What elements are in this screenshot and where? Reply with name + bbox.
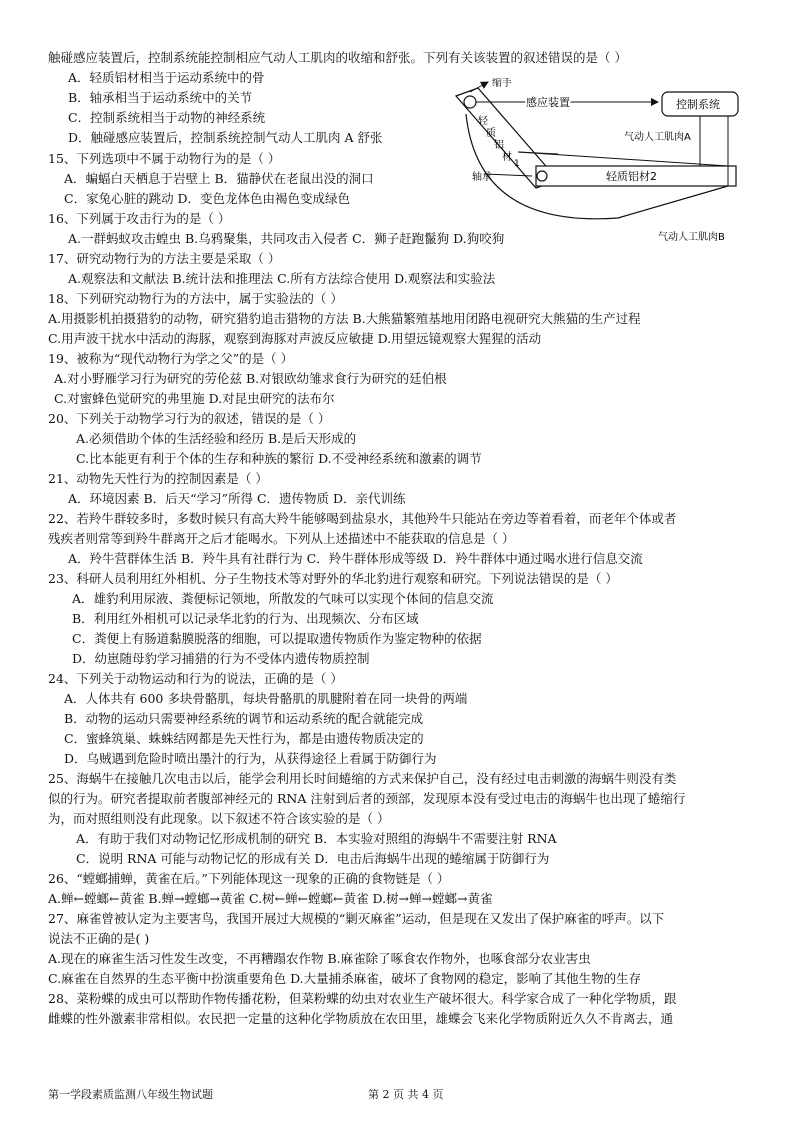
text-line: A．人体共有 600 多块骨骼肌，每块骨骼肌的肌腱附着在同一块骨的两端: [64, 691, 468, 706]
text-line: D．幼崽随母豹学习捕猎的行为不受体内遗传物质控制: [72, 651, 370, 666]
text-line: C．粪便上有肠道黏膜脱落的细胞，可以提取遗传物质作为鉴定物种的依据: [72, 631, 482, 646]
label-bearing: 轴承: [472, 172, 492, 183]
label-muscle-a: 气动人工肌肉A: [624, 132, 691, 143]
label-muscle-b: 气动人工肌肉B: [658, 232, 725, 243]
text-line: 为，而对照组则没有此现象。以下叙述不符合该实验的是（ ）: [48, 811, 390, 826]
text-line: 21、动物先天性行为的控制因素是（ ）: [48, 471, 268, 486]
muscle-a-line: [518, 152, 728, 166]
text-line: 触碰感应装置后，控制系统能控制相应气动人工肌肉的收缩和舒张。下列有关该装置的叙述错误的是（ ）: [48, 50, 627, 65]
text-line: D．乌贼遇到危险时喷出墨汁的行为，从获得途径上看属于防御行为: [64, 751, 437, 766]
text-line: A.对小野雁学习行为研究的劳伦兹 B.对银欧幼雏求食行为研究的廷伯根: [54, 371, 447, 386]
text-line: 16、下列属于攻击行为的是（ ）: [48, 211, 231, 226]
text-line: A．雄豹利用尿液、粪便标记领地，所散发的气味可以实现个体间的信息交流: [72, 591, 494, 606]
text-line: 19、被称为“现代动物行为学之父”的是（ ）: [48, 351, 294, 366]
text-line: 残疾者则常等到羚牛群离开之后才能喝水。下列从上述描述中不能获取的信息是（ ）: [48, 531, 515, 546]
footer-left: 第一学段素质监测八年级生物试题: [48, 1088, 213, 1101]
text-line: A.必须借助个体的生活经验和经历 B.是后天形成的: [76, 431, 357, 446]
text-line: C.比本能更有利于个体的生存和种族的繁衍 D.不受神经系统和激素的调节: [76, 451, 482, 466]
text-line: A．环境因素 B．后天“学习”所得 C．遗传物质 D．亲代训练: [68, 491, 406, 506]
text-line: A.现在的麻雀生活习性发生改变，不再糟蹋农作物 B.麻雀除了啄食农作物外，也啄食部分农业害虫: [48, 951, 591, 966]
text-line: B．利用红外相机可以记录华北豹的行为、出现频次、分布区域: [72, 611, 419, 626]
text-line: A．有助于我们对动物记忆形成机制的研究 B．本实验对照组的海蜗牛不需要注射 RNA: [76, 831, 557, 846]
text-line: C.对蜜蜂色觉研究的弗里施 D.对昆虫研究的法布尔: [54, 391, 335, 406]
text-line: 24、下列关于动物运动和行为的说法，正确的是（ ）: [48, 671, 343, 686]
text-line: C．控制系统相当于动物的神经系统: [68, 110, 266, 125]
text-line: A.一群蚂蚁攻击蝗虫 B.乌鸦聚集，共同攻击入侵者 C．狮子赶跑鬣狗 D.狗咬狗: [68, 231, 505, 246]
text-line: B．轴承相当于运动系统中的关节: [68, 90, 253, 105]
label-one: 1: [514, 159, 520, 169]
label-light: 轻: [478, 116, 488, 127]
text-line: C.用声波干扰水中活动的海豚，观察到海豚对声波反应敏捷 D.用望远镜观察大猩猩的活动: [48, 331, 542, 346]
label-sensor: 感应装置: [526, 96, 570, 109]
text-line: 雌蝶的性外激素非常相似。农民把一定量的这种化学物质放在农田里，雄蝶会飞来化学物质附近久久不肯离去，通: [48, 1011, 674, 1026]
text-line: C．蜜蜂筑巢、蛛蛛结网都是先天性行为，都是由遗传物质决定的: [64, 731, 424, 746]
bearing-circle: [537, 171, 547, 181]
label-quality: 质: [486, 128, 496, 139]
label-control-system: 控制系统: [676, 98, 720, 111]
text-line: A.观察法和文献法 B.统计法和推理法 C.所有方法综合使用 D.观察法和实验法: [68, 271, 496, 286]
text-line: 说法不正确的是( ): [48, 931, 150, 946]
text-line: 22、若羚牛群较多时，多数时候只有高大羚牛能够喝到盐泉水，其他羚牛只能站在旁边等着看着，而老年个体或者: [48, 511, 677, 526]
artificial-muscle-diagram: [448, 78, 778, 243]
text-line: 20、下列关于动物学习行为的叙述，错误的是（ ）: [48, 411, 331, 426]
text-line: B．动物的运动只需要神经系统的调节和运动系统的配合就能完成: [64, 711, 424, 726]
footer-page: 第 2 页 共 4 页: [368, 1088, 444, 1101]
text-line: A.蝉←螳螂←黄雀 B.蝉→螳螂→黄雀 C.树←蝉←螳螂←黄雀 D.树→蝉→螳螂→黄雀: [48, 891, 493, 906]
text-line: C.麻雀在自然界的生态平衡中扮演重要角色 D.大量捕杀麻雀，破坏了食物网的稳定，影响了其他生物的生存: [48, 971, 642, 986]
text-line: 15、下列选项中不属于动物行为的是（ ）: [48, 151, 281, 166]
label-alu2: 轻质铝材2: [606, 170, 657, 183]
label-material: 材: [502, 152, 512, 163]
text-line: C．家兔心脏的跳动 D．变色龙体色由褐色变成绿色: [64, 191, 351, 206]
text-line: 28、菜粉蝶的成虫可以帮助作物传播花粉，但菜粉蝶的幼虫对农业生产破坏很大。科学家合成了一种化学物质，跟: [48, 991, 677, 1006]
text-line: 25、海蜗牛在接触几次电击以后，能学会利用长时间蜷缩的方式来保护自己，没有经过电击刺激的海蜗牛则没有类: [48, 771, 677, 786]
text-line: A.用摄影机拍摄猎豹的动物，研究猎豹追击猎物的方法 B.大熊猫繁殖基地用闭路电视研究大熊猫的生产过程: [48, 311, 641, 326]
text-line: 18、下列研究动物行为的方法中，属于实验法的（ ）: [48, 291, 343, 306]
text-line: 26、“螳螂捕蝉，黄雀在后。”下列能体现这一现象的正确的食物链是（ ）: [48, 871, 450, 886]
label-alu: 铝: [494, 140, 504, 151]
text-line: 17、研究动物行为的方法主要是采取（ ）: [48, 251, 281, 266]
text-line: C．说明 RNA 可能与动物记忆的形成有关 D．电击后海蜗牛出现的蜷缩属于防御行为: [76, 851, 550, 866]
text-line: D．触碰感应装置后，控制系统控制气动人工肌肉 A 舒张: [68, 130, 383, 145]
text-line: A．蝙蝠白天栖息于岩壁上 B．猫静伏在老鼠出没的洞口: [64, 171, 374, 186]
text-line: A．羚牛营群体生活 B．羚牛具有社群行为 C．羚牛群体形成等级 D．羚牛群体中通过喝水进行信息交流: [68, 551, 643, 566]
text-line: A．轻质铝材相当于运动系统中的骨: [68, 70, 265, 85]
text-line: 似的行为。研究者提取前者腹部神经元的 RNA 注射到后者的颈部，发现原本没有受过电击的海蜗牛也出现了蜷缩行: [48, 791, 686, 806]
top-sensor-circle: [464, 96, 476, 108]
label-shoushou: 缩手: [492, 78, 512, 89]
text-line: 27、麻雀曾被认定为主要害鸟，我国开展过大规模的“剿灭麻雀”运动，但是现在又发出了保护麻雀的呼声。以下: [48, 911, 665, 926]
text-line: 23、科研人员利用红外相机、分子生物技术等对野外的华北豹进行观察和研究。下列说法错误的是（ ）: [48, 571, 618, 586]
